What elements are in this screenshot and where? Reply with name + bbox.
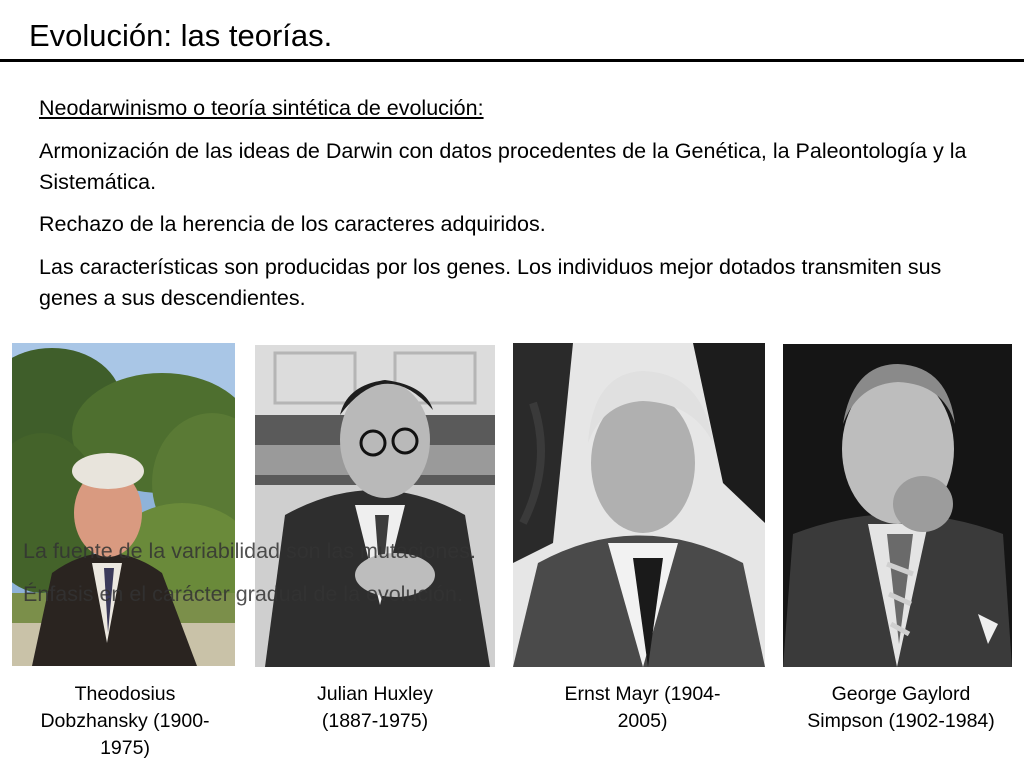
section-heading: Neodarwinismo o teoría sintética de evolución:	[39, 96, 484, 120]
paragraph-genes: Las características son producidas por los genes. Los individuos mejor dotados transmiten sus genes a sus descendientes.	[39, 255, 942, 310]
dobzhansky-photo	[12, 343, 235, 666]
huxley-photo	[255, 345, 495, 667]
slide-title: Evolución: las teorías.	[29, 18, 333, 53]
overlay-text-mutations: La fuente de la variabilidad son las mutaciones.	[23, 539, 476, 563]
mayr-photo	[513, 343, 765, 667]
paragraph-inheritance: Rechazo de la herencia de los caracteres adquiridos.	[39, 212, 546, 236]
caption-dobzhansky: Theodosius Dobzhansky (1900-1975)	[40, 683, 210, 759]
caption-huxley: Julian Huxley (1887-1975)	[317, 683, 433, 732]
paragraph-harmonization: Armonización de las ideas de Darwin con datos procedentes de la Genética, la Paleontología y la Sistemática.	[39, 139, 967, 194]
caption-simpson: George Gaylord Simpson (1902-1984)	[807, 683, 995, 732]
caption-mayr: Ernst Mayr (1904-2005)	[564, 683, 721, 732]
title-divider	[0, 59, 1024, 62]
overlay-text-gradualism: Énfasis en el carácter gradual de la evolución.	[23, 582, 463, 606]
simpson-photo	[783, 344, 1012, 667]
